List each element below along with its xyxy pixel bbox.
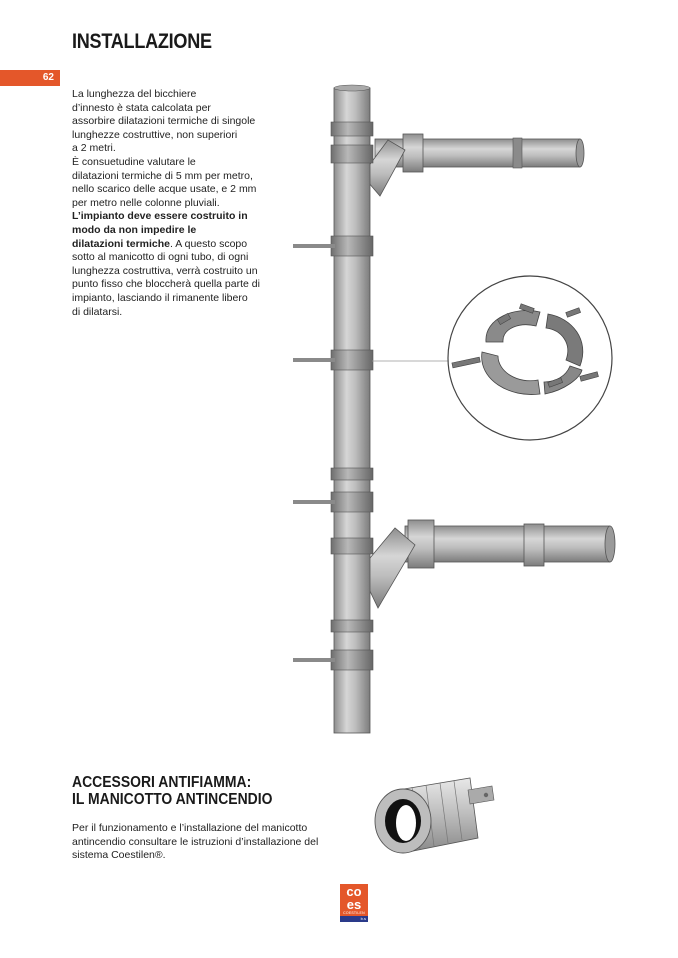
fire-collar-illustration bbox=[375, 778, 494, 853]
pipe-clamp-detail bbox=[448, 276, 612, 440]
logo-tagline: COESTILEN bbox=[343, 911, 365, 915]
bold-line: dilatazioni termiche bbox=[72, 237, 171, 250]
text-line: . A questo scopo bbox=[170, 237, 248, 250]
text-line: nello scarico delle acque usate, e 2 mm bbox=[72, 183, 257, 196]
text-line: La lunghezza del bicchiere bbox=[72, 88, 197, 100]
text-line: d’innesto è stata calcolata per bbox=[72, 101, 211, 114]
lower-branch-pipe bbox=[360, 520, 615, 608]
logo-text: es bbox=[346, 897, 362, 912]
text-line: lunghezze costruttive, non superiori bbox=[72, 128, 238, 141]
text-line: È consuetudine valutare le bbox=[72, 155, 196, 168]
coes-logo bbox=[340, 884, 368, 922]
page-title: INSTALLAZIONE bbox=[72, 30, 212, 53]
text-line: antincendio consultare le istruzioni d’installazione del bbox=[72, 835, 319, 848]
text-line: dilatazioni termiche di 5 mm per metro, bbox=[72, 169, 253, 182]
page-number-badge: 62 bbox=[0, 70, 60, 86]
heading-line: ACCESSORI ANTIFIAMMA: bbox=[72, 774, 252, 791]
text-line: a 2 metri. bbox=[72, 142, 116, 155]
text-line: sotto al manicotto di ogni tubo, di ogni bbox=[72, 251, 249, 264]
bold-line: modo da non impedire le bbox=[72, 223, 197, 236]
bold-line: L’impianto deve essere costruito in bbox=[72, 210, 248, 223]
fire-accessories-heading bbox=[72, 774, 272, 808]
logo-text: co bbox=[346, 884, 362, 899]
text-line: lunghezza costruttiva, verrà costruito un bbox=[72, 264, 258, 277]
text-line: impianto, lasciando il rimanente libero bbox=[72, 291, 248, 304]
text-line: Per il funzionamento e l’installazione del manicotto bbox=[72, 822, 308, 834]
heading-line: IL MANICOTTO ANTINCENDIO bbox=[72, 791, 273, 808]
text-line: punto fisso che bloccherà quella parte di bbox=[72, 278, 260, 291]
text-line: per metro nelle colonne pluviali. bbox=[72, 196, 220, 209]
text-line: sistema Coestilen®. bbox=[72, 849, 166, 862]
vertical-downpipe bbox=[331, 85, 373, 733]
upper-branch-pipe bbox=[362, 134, 584, 196]
text-line: di dilatarsi. bbox=[72, 305, 123, 318]
logo-small: b.s bbox=[360, 916, 366, 921]
text-line: assorbire dilatazioni termiche di singole bbox=[72, 115, 256, 128]
fire-collar-text bbox=[72, 822, 347, 863]
wall-brackets bbox=[293, 244, 335, 662]
